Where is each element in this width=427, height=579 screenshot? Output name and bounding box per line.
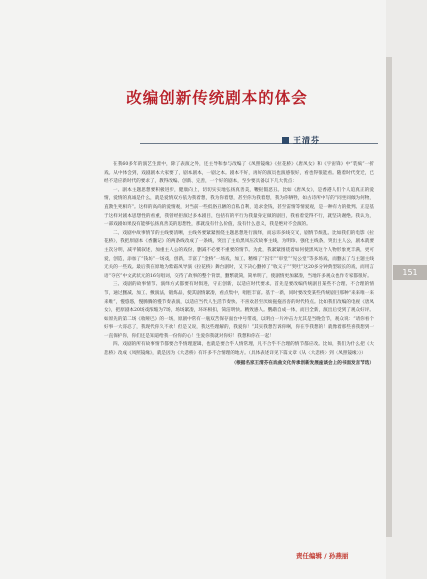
paragraph-point-2: 二、戏剧中故事情节的主线要清晰，主线务要紧紧围绕主题思想进行演绎，而忌讳多线交叉，剧情节烦乱。比如我们的电影《拉花桥》，我把原剧本《香囊记》的两条线改成了一条线，突出了主角黑凤压次故事主线，为明珍、强化主线条，突出主人公，剧本就要主次分明，减平铺叙述，加重主人公的戏份，删减不必要不重要的情节。为此，我紧紧围绕着如何使黑凤这个人物形象更丰满，更可爱，创造，添加了“钱坊”一场戏，创新，丰富了“金桥”一场戏，加工、精细了“囚牢”“审堂”“见公堂”等多场戏，而删去了与主题主线无关的一些戏。最后我在原地为紫霜凤导演《拉花桥》舞台剧时，又下决心删掉了“收义子”“突吐”这20多分钟典型较长的戏，而用言语“夺宫”中文武状元的16句唱词，交待了故事的整个背景，删繁就简，简单明了，使剧情更加紧凑，当地许多观众也作专家都很好。 <box>104 230 374 279</box>
paragraph-intro: 在我60多年的演艺生涯中，除了表演之外，还主导和参与改编了《凤照镜缘》《拉花桥》《唐凤女》和《宇宙锋》中“装疯”一折戏。从中体会到，戏剧剧本大家要了，剧本剧本，一剧之本。剧本不好，再好的演员也演感很好，看也得很能看。随着时代变迁，已经不适应新时代的要求了，教得改编、创新、完善，一个好的剧本，至少要具备以下几大优点： <box>104 162 374 185</box>
article-title: 改编创新传统剧本的体会 <box>126 88 308 107</box>
paragraph-point-3: 三、戏剧的故事情节、演绎方式都要有时俱进，守正创新，以适应时代要求。首先是要改编传统剧目某些不合理、不合理的情节，通过删减、加工、敷演法，锻炼品，使其剧情紧凑，看点集中，唱腔丰富。基于一新，同时要改变某些传统剧目那种“来来唯一来来唯”，慢悠悠，慢腾腾的慢节奏表演，以适应当代人生活节奏快、不喜欢甚至厌烦拖拖沓沓的时代特点。比如我们改编的电视《唐凤女》，把原剧本20场戏浓缩为7场，场场紧凑，环环相扣，简洁明快。精致感人。鹦鹉自成一体，而目全新，演出后受到了观众好评。如原先的第二场《收哑巴》的一场，原剧中常有一瓶双苦保存面台中号带戏，以明白一片冲击力尤其是当晚会节，观众说：“请你看个好事一大哥忍了，我现代你久不欢！但是又说，我这些理解的，我爱你！”其实我想告诉你啊，你在乎我想的！就像着那些喜我想到一一直保护你，你们还是知道给我一份你的心！生爱你我就对你好！我想和你在一起！ <box>104 282 374 339</box>
side-margin-rule <box>386 57 392 537</box>
byline-rule <box>140 143 378 144</box>
byline <box>282 135 320 146</box>
paragraph-point-1: 一、剧本主题思想要积极进步，健康向上，切切实实地弘扬真善美，鞭挞假恶丑。比如《唐凤女》，是香港人们个人追真正的爱情，爱情的真诚是什么，就是爱情双方依为我着想，我为你着想，甚至你为我着想，我为你牺牲，如古诗所中写的“同坐同倾为何物，直教生死相许”。这样的高尚的爱情观，对当前一些低俗丑陋的自私自利，追求金钱，甚至雷情等情爱观，是一种有力的批判。正是基于这样对剧本思想性的看重，我曾经拒演过多本剧目，包括有的平行为我量身定做的剧目，我看着觉得不行，就坚决谢绝。我认为，一部戏剧如果没有能够弘扬真善美的思想性，那就没有什么价值，没有什么意义，我是绝对不会演的。 <box>104 187 374 228</box>
side-margin-band <box>386 0 427 579</box>
article-body <box>104 161 374 368</box>
source-note: （根据名家王清芬在戏曲文化传承创新发展座谈会上的书面发言节选） <box>231 360 374 366</box>
byline-square-icon <box>282 137 289 144</box>
author-name: 王清芬 <box>293 135 320 145</box>
editor-credit: 责任编辑 / 孙燕丽 <box>296 552 349 560</box>
page-number: 151 <box>393 265 427 280</box>
paragraph-point-4: 四、戏剧的所有故事情节都要合乎情理逻辑，也就是要合乎人情常理，凡不合乎不合理的情节都应改。比如，我们为什么把《大悲桥》改成《凤照镜缘》，就是因为《大悲桥》有许多不合情理的地方。（具体表述详见下篇文章《从〈大悲桥〉到〈凤照镜缘〉》） <box>104 342 374 357</box>
